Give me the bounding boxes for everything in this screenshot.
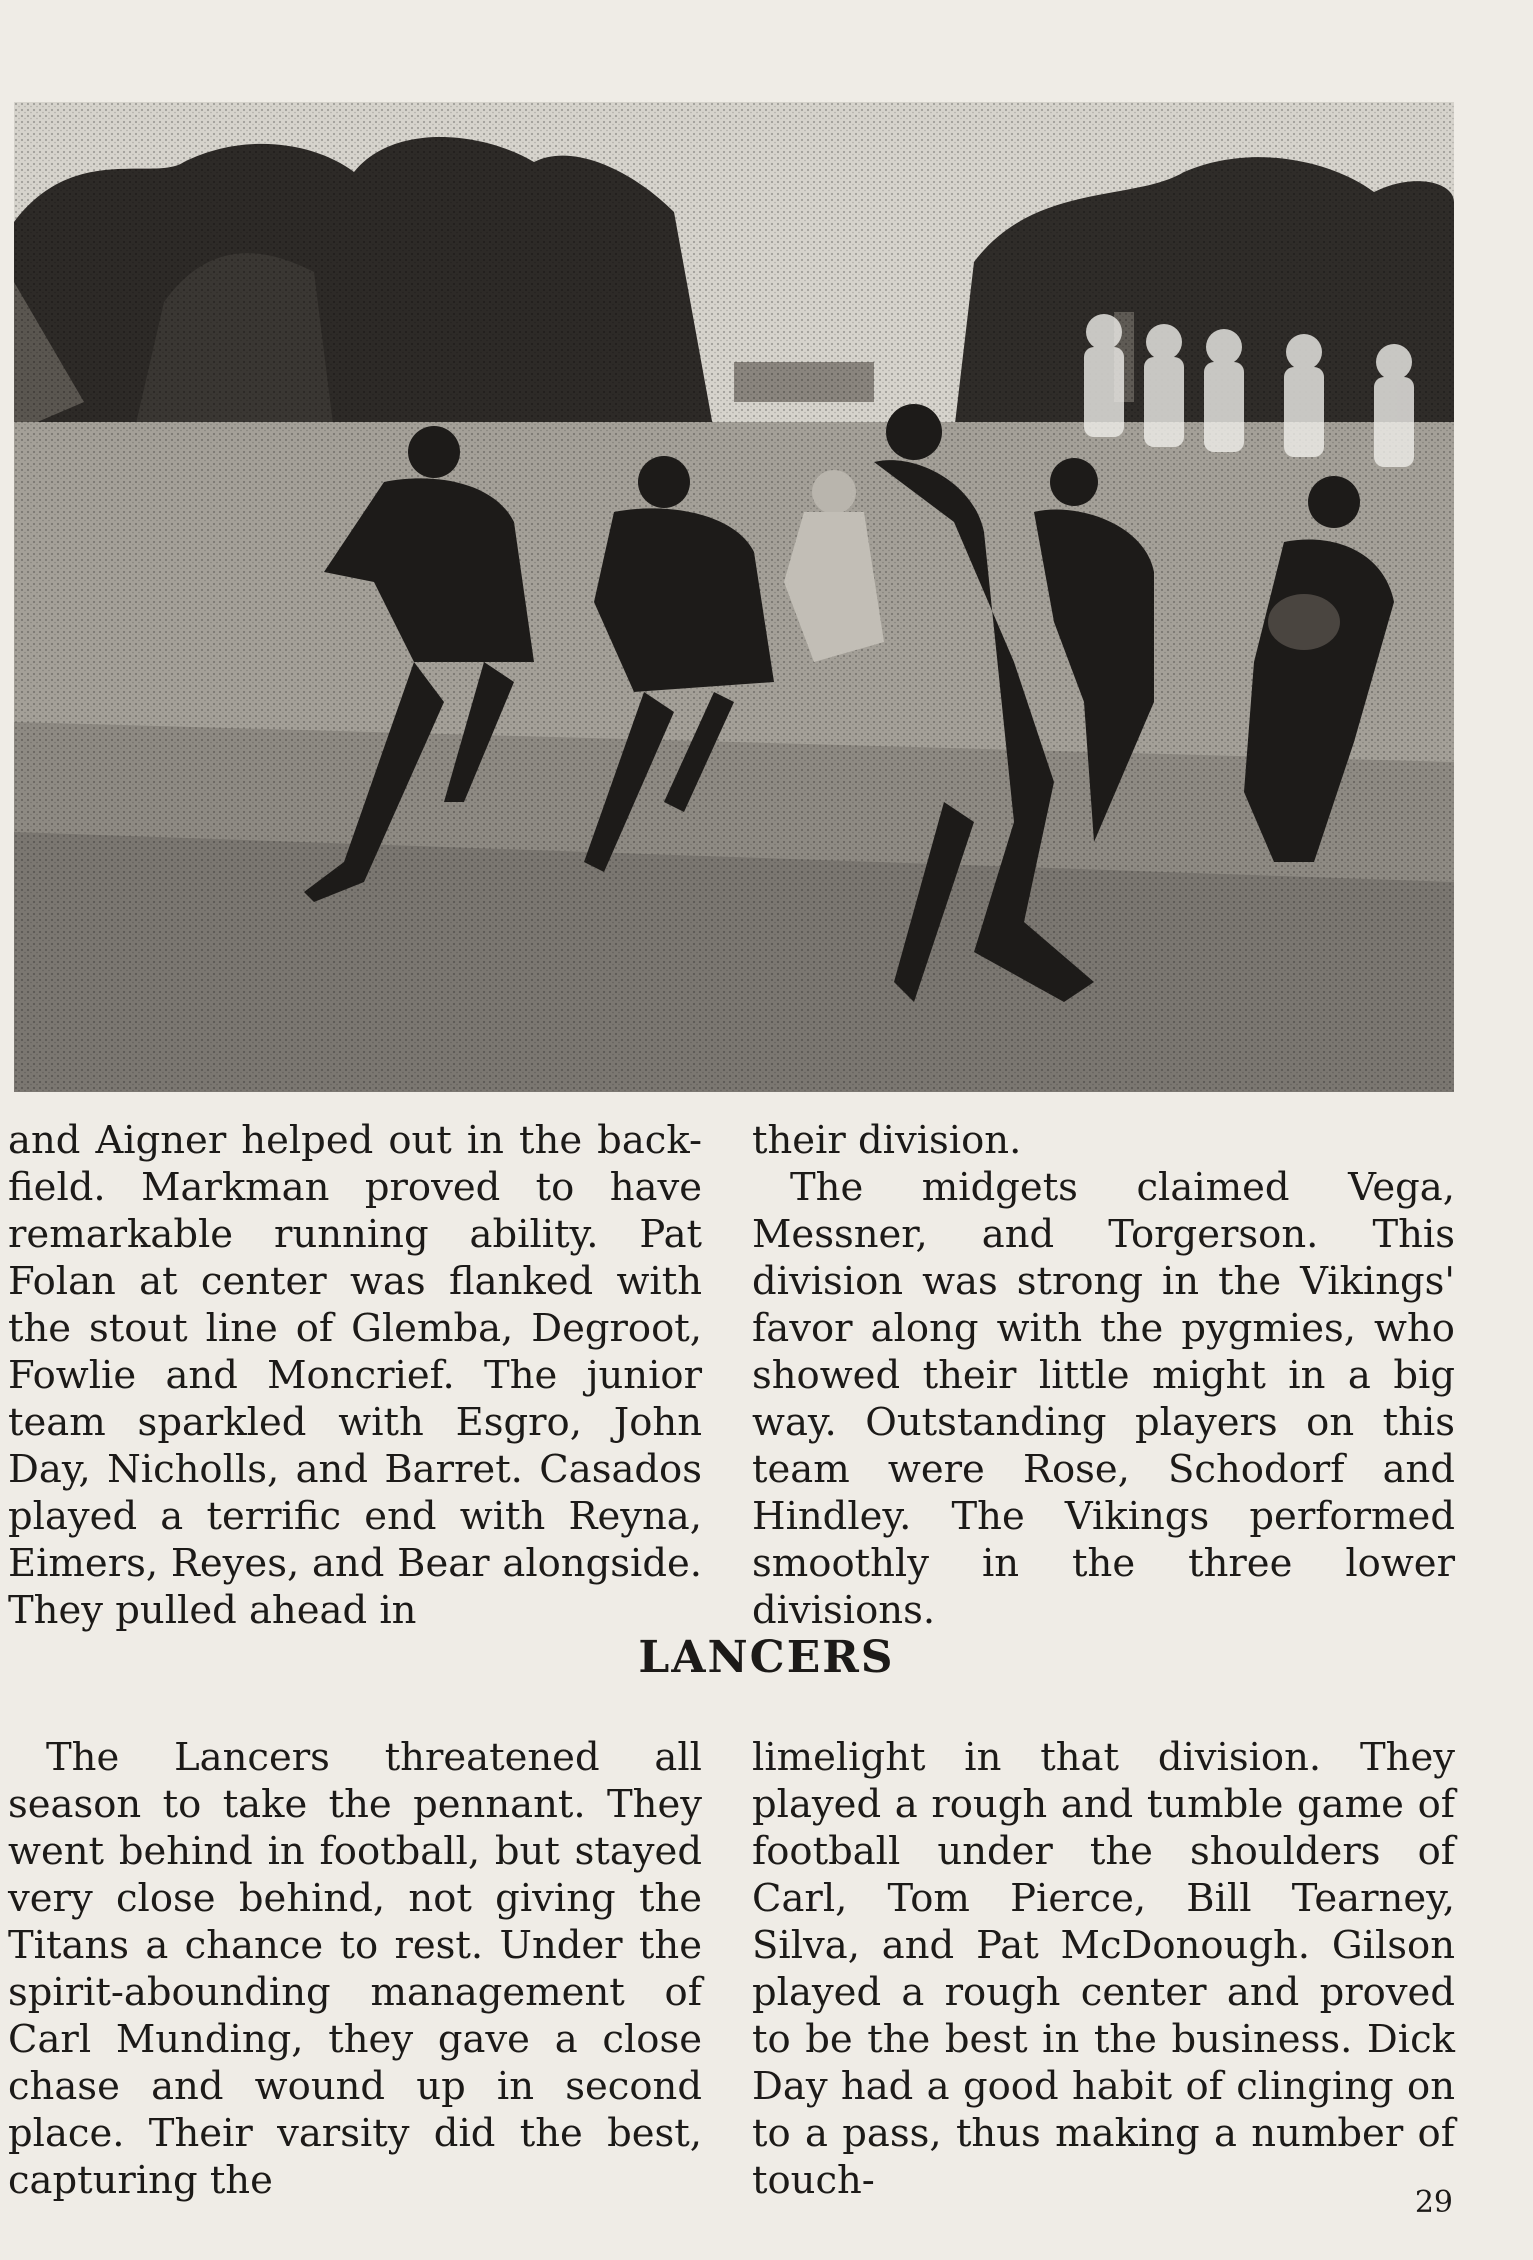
column-top-left (8, 1117, 702, 1634)
paragraph: and Aigner helped out in the back-field. Markman proved to have remarkable running ability. Pat Folan at center was flanked with the stout line of Glemba, Degroot, Fowlie and Moncrief. The junior team sparkled with Esgro, John Day, Nicholls, and Barret. Casados played a terrific end with Reyna, Eimers, Reyes, and Bear alongside. They pulled ahead in (8, 1118, 702, 1633)
photo-illustration (14, 102, 1454, 1092)
paragraph: The Lancers threatened all season to take the pennant. They went behind in football, but stayed very close behind, not giving the Titans a chance to rest. Under the spirit-abounding management of Carl Munding, they gave a close chase and wound up in second place. Their varsity did the best, capturing the (8, 1735, 702, 2203)
football-game-photo (14, 102, 1454, 1092)
paragraph: their division. (752, 1118, 1022, 1163)
paragraph: The midgets claimed Vega, Messner, and Torgerson. This division was strong in the Vikings' favor along with the pygmies, who showed their little might in a big way. Outstanding players on this team were Rose, Schodorf and Hindley. The Vikings performed smoothly in the three lower divisions. (752, 1165, 1455, 1633)
paragraph: limelight in that division. They played a rough and tumble game of football under the shoulders of Carl, Tom Pierce, Bill Tearney, Silva, and Pat McDonough. Gilson played a rough center and proved to be the best in the business. Dick Day had a good habit of clinging on to a pass, thus making a number of touch- (752, 1735, 1455, 2203)
section-heading: LANCERS (638, 1632, 895, 1683)
column-top-right (752, 1117, 1455, 1634)
page-number: 29 (1414, 2185, 1453, 2220)
column-bottom-right (752, 1734, 1455, 2204)
column-bottom-left (8, 1734, 702, 2204)
